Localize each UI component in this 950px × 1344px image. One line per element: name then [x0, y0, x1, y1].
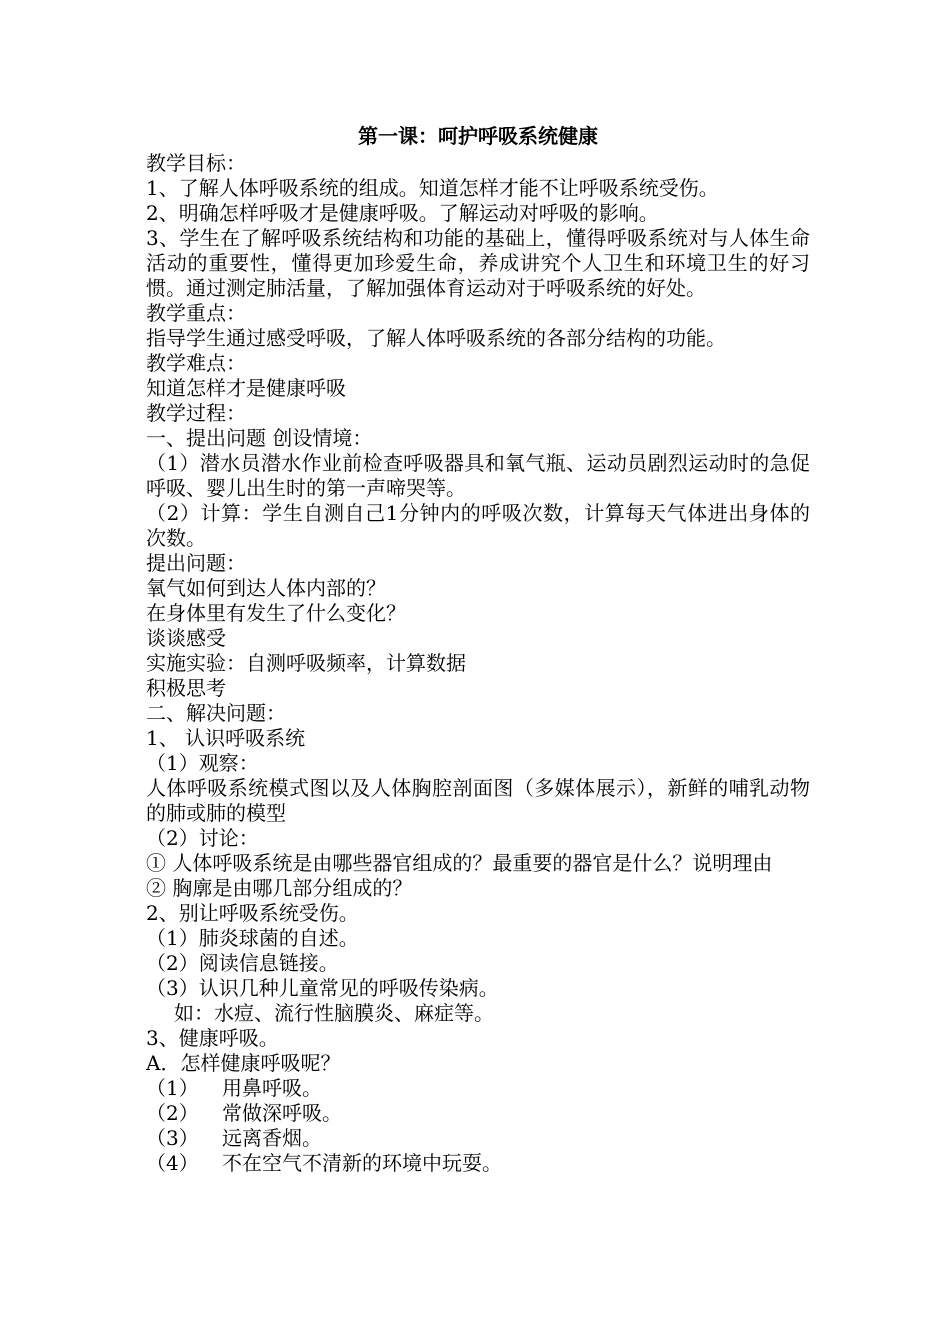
think-text: 积极思考 [146, 676, 226, 700]
key-points-text: 指导学生通过感受呼吸，了解人体呼吸系统的各部分结构的功能。 [146, 326, 726, 350]
ask-heading: 提出问题： [146, 551, 246, 575]
sec1-heading: 1、 认识呼吸系统 [146, 726, 306, 750]
sec2-item-3: （3）认识几种儿童常见的呼吸传染病。 [146, 976, 499, 1000]
objective-item-1: 1、了解人体呼吸系统的组成。知道怎样才能不让呼吸系统受伤。 [146, 176, 719, 200]
part1-heading: 一、提出问题 创设情境： [146, 426, 373, 450]
sec2-item-2: （2）阅读信息链接。 [146, 951, 339, 975]
document-title: 第一课：呵护呼吸系统健康 [358, 124, 598, 148]
document-body [146, 124, 810, 1176]
step-number: （2） [146, 1101, 199, 1125]
step-text: 常做深呼吸。 [222, 1101, 342, 1125]
key-points-heading: 教学重点： [146, 301, 246, 325]
objective-item-2: 2、明确怎样呼吸才是健康呼吸。了解运动对呼吸的影响。 [146, 201, 659, 225]
step-number: （3） [146, 1126, 199, 1150]
question-1: 氧气如何到达人体内部的？ [146, 576, 386, 600]
step-item [146, 1151, 810, 1176]
sec2-heading: 2、别让呼吸系统受伤。 [146, 901, 359, 925]
objective-item-3: 3、学生在了解呼吸系统结构和功能的基础上，懂得呼吸系统对与人体生命活动的重要性，懂得更加珍爱生命，养成讲究个人卫生和环境卫生的好习惯。通过测定肺活量，了解加强体育运动对于呼吸系统的好处。 [146, 226, 810, 300]
difficulties-text: 知道怎样才是健康呼吸 [146, 376, 346, 400]
step-item [146, 1126, 810, 1151]
step-number: （1） [146, 1076, 199, 1100]
difficulties-heading: 教学难点： [146, 351, 246, 375]
step-item [146, 1101, 810, 1126]
observe-text: 人体呼吸系统模式图以及人体胸腔剖面图（多媒体展示），新鲜的哺乳动物的肺或肺的模型 [146, 776, 810, 825]
sec3-a-heading: A．怎样健康呼吸呢？ [146, 1051, 341, 1075]
sec2-item-1: （1）肺炎球菌的自述。 [146, 926, 359, 950]
discuss-item-1: ① 人体呼吸系统是由哪些器官组成的？最重要的器官是什么？说明理由 [146, 851, 773, 875]
part1-item-1: （1）潜水员潜水作业前检查呼吸器具和氧气瓶、运动员剧烈运动时的急促呼吸、婴儿出生时的第一声啼哭等。 [146, 451, 810, 500]
step-text: 用鼻呼吸。 [222, 1076, 322, 1100]
process-heading: 教学过程： [146, 401, 246, 425]
step-number: （4） [146, 1151, 199, 1175]
sec2-example: 如：水痘、流行性脑膜炎、麻症等。 [174, 1001, 494, 1025]
step-item [146, 1076, 810, 1101]
talk-feelings: 谈谈感受 [146, 626, 226, 650]
discuss-heading: （2）讨论： [146, 826, 259, 850]
objectives-heading: 教学目标： [146, 151, 246, 175]
sec3-heading: 3、健康呼吸。 [146, 1026, 279, 1050]
observe-heading: （1）观察： [146, 751, 259, 775]
step-text: 不在空气不清新的环境中玩耍。 [222, 1151, 502, 1175]
healthy-breathing-steps [146, 1076, 810, 1176]
experiment-text: 实施实验：自测呼吸频率，计算数据 [146, 651, 466, 675]
step-text: 远离香烟。 [222, 1126, 322, 1150]
discuss-item-2: ② 胸廓是由哪几部分组成的？ [146, 876, 413, 900]
question-2: 在身体里有发生了什么变化？ [146, 601, 406, 625]
part1-item-2: （2）计算：学生自测自己1分钟内的呼吸次数，计算每天气体进出身体的次数。 [146, 501, 810, 550]
part2-heading: 二、解决问题： [146, 701, 286, 725]
